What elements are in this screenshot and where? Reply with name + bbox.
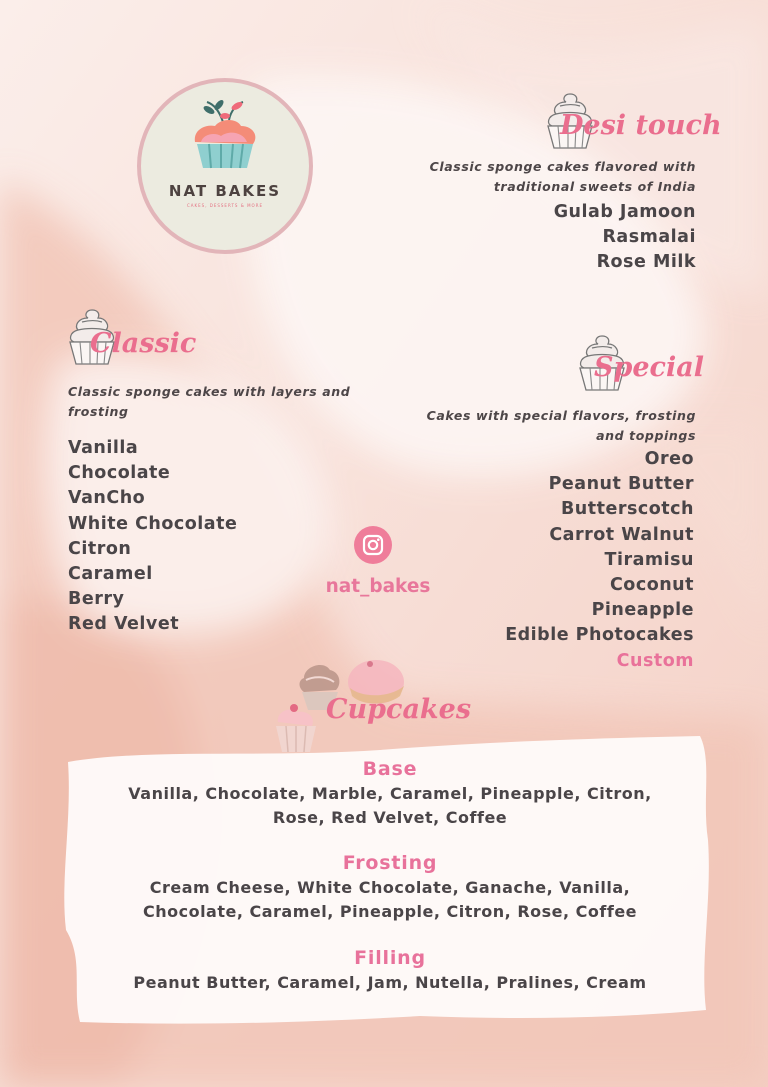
special-description: Cakes with special flavors, frosting and toppings (426, 408, 696, 443)
brand-name: NAT BAKES (168, 182, 282, 200)
list-item: Coconut (609, 575, 694, 596)
brand-tagline: CAKES, DESSERTS & MORE (186, 203, 263, 208)
list-item: Peanut Butter (548, 474, 694, 495)
base-heading: Base (362, 758, 418, 780)
special-list (440, 447, 694, 674)
desi-list (440, 200, 696, 276)
list-item: Rose Milk (596, 252, 696, 273)
list-item-custom: Custom (616, 650, 694, 671)
frosting-heading: Frosting (342, 852, 438, 874)
filling-heading: Filling (354, 947, 426, 969)
list-item: Citron (68, 538, 132, 559)
cupcake-logo-icon (185, 96, 265, 176)
list-item: Red Velvet (68, 614, 180, 635)
list-item: Gulab Jamoon (553, 202, 696, 222)
desi-description: Classic sponge cakes flavored with traditional sweets of India (429, 159, 696, 194)
instagram-glyph-icon (354, 526, 392, 564)
classic-description: Classic sponge cakes with layers and frosting (68, 384, 351, 419)
list-item: Caramel (68, 564, 153, 585)
brand-logo (137, 78, 313, 254)
list-item: Chocolate (68, 463, 171, 484)
list-item: Berry (68, 589, 125, 610)
cupcake-filling-section (60, 947, 720, 995)
instagram-icon[interactable] (354, 526, 392, 564)
list-item: White Chocolate (68, 513, 238, 534)
list-item: Edible Photocakes (505, 625, 694, 646)
frosting-options: Cream Cheese, White Chocolate, Ganache, Vanilla, Chocolate, Caramel, Pineapple, Citron, Rose, Coffee (142, 878, 638, 921)
cupcakes-title: Cupcakes (326, 694, 472, 725)
instagram-handle[interactable]: nat_bakes (325, 576, 431, 597)
list-item: Tiramisu (604, 549, 694, 570)
classic-title: Classic (90, 328, 197, 359)
list-item: Carrot Walnut (549, 524, 694, 545)
list-item: Vanilla (68, 438, 139, 458)
cupcake-base-section (60, 758, 720, 830)
special-title: Special (594, 352, 705, 383)
list-item: Pineapple (591, 600, 694, 621)
filling-options: Peanut Butter, Caramel, Jam, Nutella, Pralines, Cream (133, 973, 647, 992)
list-item: Butterscotch (560, 499, 694, 520)
list-item: Oreo (644, 449, 694, 469)
base-options: Vanilla, Chocolate, Marble, Caramel, Pineapple, Citron, Rose, Red Velvet, Coffee (128, 784, 652, 827)
classic-list (68, 436, 308, 638)
cupcake-frosting-section (60, 852, 720, 924)
list-item: Rasmalai (602, 227, 696, 248)
list-item: VanCho (68, 488, 146, 509)
desi-title: Desi touch (560, 110, 722, 141)
